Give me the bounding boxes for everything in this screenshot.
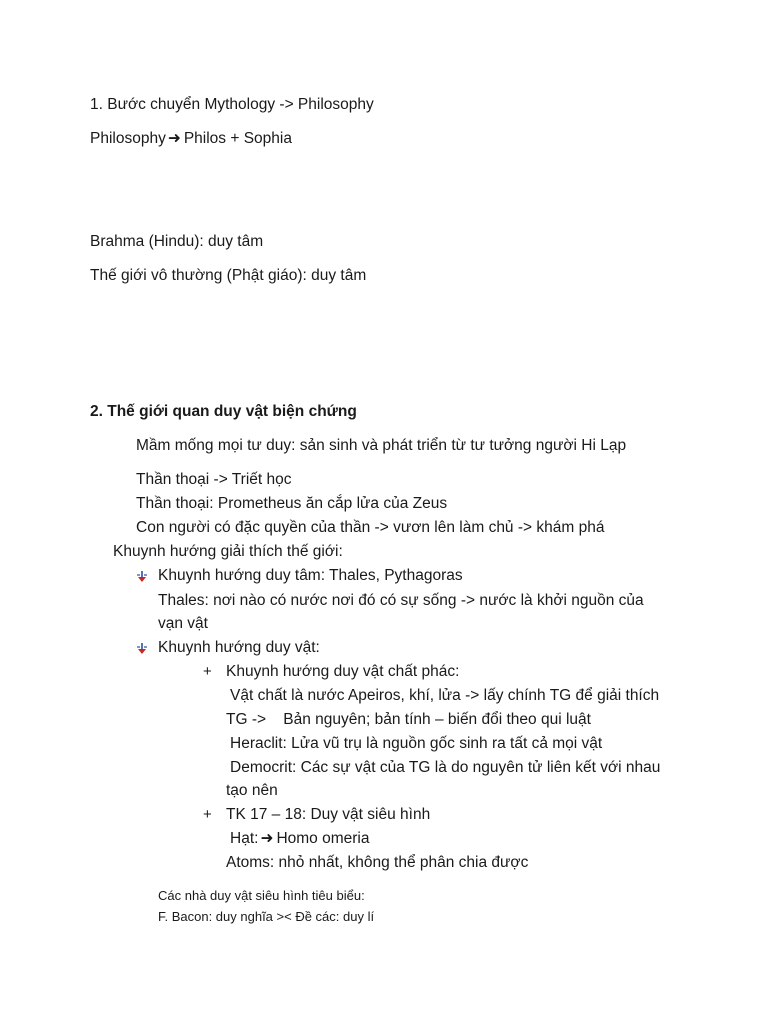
heraclit-line: Heraclit: Lửa vũ trụ là nguồn gốc sinh ra tất cả mọi vật bbox=[230, 735, 603, 752]
bullet-duy-vat: Khuynh hướng duy vật: bbox=[158, 639, 320, 656]
hat-line bbox=[230, 829, 369, 849]
arrow-down-bullet-icon bbox=[135, 569, 149, 583]
arrow-down-bullet-icon bbox=[135, 641, 149, 655]
brahma-line: Brahma (Hindu): duy tâm bbox=[90, 233, 264, 250]
bacon-line: F. Bacon: duy nghĩa >< Đề các: duy lí bbox=[158, 909, 375, 924]
philosophy-term: Philosophy bbox=[90, 130, 166, 147]
vat-chat-line-1: Vật chất là nước Apeiros, khí, lửa -> lấy chính TG để giải thích bbox=[230, 687, 660, 704]
than-thoai-line-2: Thần thoại: Prometheus ăn cắp lửa của Zeus bbox=[136, 495, 448, 512]
khuynh-huong-line: Khuynh hướng giải thích thế giới: bbox=[113, 543, 343, 560]
thales-line-2: vạn vật bbox=[158, 615, 208, 632]
bullet-duy-tam: Khuynh hướng duy tâm: Thales, Pythagoras bbox=[158, 567, 463, 584]
plus-bullet: + bbox=[203, 806, 212, 823]
right-arrow-icon: ➜ bbox=[260, 830, 274, 847]
democrit-line-2: tạo nên bbox=[226, 782, 278, 799]
than-thoai-line-1: Thần thoại -> Triết học bbox=[136, 471, 292, 488]
section-2-heading: 2. Thế giới quan duy vật biện chứng bbox=[90, 403, 357, 420]
philosophy-etymology: Philos + Sophia bbox=[183, 130, 292, 147]
mam-mong-line: Mầm mống mọi tư duy: sản sinh và phát triển từ tư tưởng người Hi Lạp bbox=[136, 437, 627, 454]
thales-line-1: Thales: nơi nào có nước nơi đó có sự sống -> nước là khởi nguồn của bbox=[158, 592, 644, 609]
philosophy-definition bbox=[90, 129, 292, 149]
vo-thuong-line: Thế giới vô thường (Phật giáo): duy tâm bbox=[90, 267, 367, 284]
cac-nha-line: Các nhà duy vật siêu hình tiêu biểu: bbox=[158, 888, 365, 903]
tk-line: TK 17 – 18: Duy vật siêu hình bbox=[226, 806, 431, 823]
plus-bullet: + bbox=[203, 663, 212, 680]
chat-phac-line: Khuynh hướng duy vật chất phác: bbox=[226, 663, 460, 680]
hat-value: Homo omeria bbox=[276, 830, 370, 847]
section-1-heading: 1. Bước chuyển Mythology -> Philosophy bbox=[90, 96, 374, 113]
con-nguoi-line: Con người có đặc quyền của thần -> vươn lên làm chủ -> khám phá bbox=[136, 519, 605, 536]
democrit-line-1: Democrit: Các sự vật của TG là do nguyên tử liên kết với nhau bbox=[230, 759, 661, 776]
atoms-line: Atoms: nhỏ nhất, không thể phân chia được bbox=[226, 854, 529, 871]
hat-term: Hạt: bbox=[230, 830, 259, 847]
right-arrow-icon: ➜ bbox=[167, 130, 181, 147]
vat-chat-line-2: TG -> Bản nguyên; bản tính – biến đổi theo qui luật bbox=[226, 711, 591, 728]
